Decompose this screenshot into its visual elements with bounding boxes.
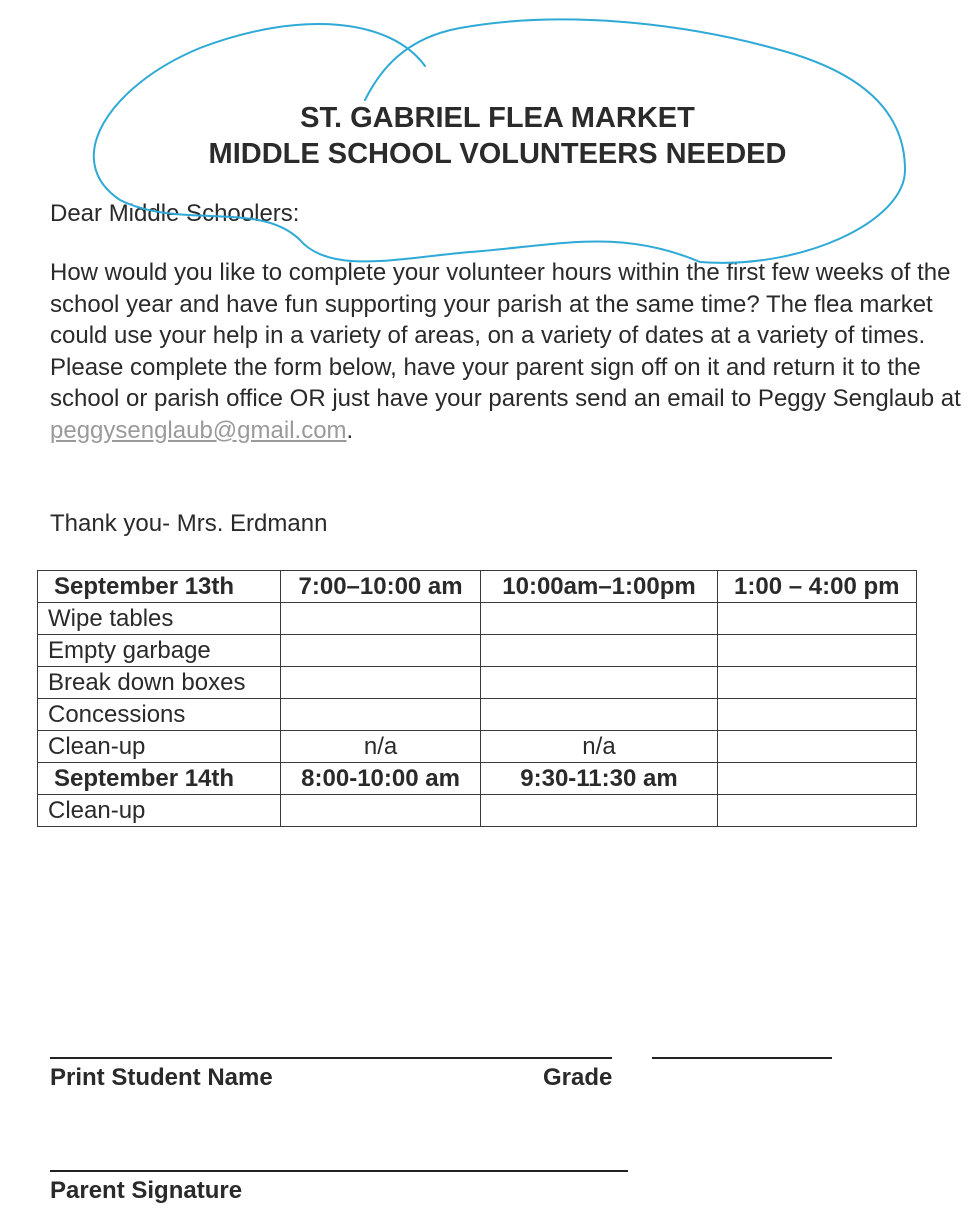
flyer-subtitle: MIDDLE SCHOOL VOLUNTEERS NEEDED — [208, 138, 787, 170]
task-cell: Break down boxes — [38, 667, 281, 699]
signup-cell[interactable] — [717, 795, 916, 827]
table-row — [38, 667, 917, 699]
table-row — [38, 731, 917, 763]
signup-cell[interactable]: n/a — [280, 731, 481, 763]
email-link[interactable]: peggysenglaub@gmail.com — [50, 416, 347, 444]
table-row — [38, 635, 917, 667]
task-cell: Wipe tables — [38, 603, 281, 635]
instructions-paragraph — [50, 352, 965, 447]
grade-label: Grade — [543, 1064, 613, 1091]
greeting: Dear Middle Schoolers: — [50, 200, 300, 227]
signup-cell[interactable] — [481, 603, 717, 635]
parent-signature-line[interactable] — [50, 1170, 628, 1172]
flyer-title: ST. GABRIEL FLEA MARKET — [300, 102, 695, 134]
closing: Thank you- Mrs. Erdmann — [50, 510, 328, 537]
signup-cell[interactable] — [280, 699, 481, 731]
time-slot-header: 7:00–10:00 am — [280, 571, 481, 603]
task-cell: Empty garbage — [38, 635, 281, 667]
signup-cell[interactable] — [481, 795, 717, 827]
signup-cell[interactable] — [717, 635, 916, 667]
intro-paragraph: How would you like to complete your volunteer hours within the first few weeks of the school year and have fun supporting your parish at the same time? The flea market could use your help in a variety of areas, on a variety of dates at a variety of times. — [50, 259, 951, 349]
signup-cell[interactable] — [717, 699, 916, 731]
task-cell: Concessions — [38, 699, 281, 731]
time-slot-header: 9:30-11:30 am — [481, 763, 717, 795]
signup-cell[interactable] — [280, 635, 481, 667]
task-cell: Clean-up — [38, 795, 281, 827]
signup-cell[interactable]: n/a — [481, 731, 717, 763]
task-cell: Clean-up — [38, 731, 281, 763]
signup-cell[interactable] — [280, 795, 481, 827]
signup-cell[interactable] — [717, 603, 916, 635]
time-slot-header: 1:00 – 4:00 pm — [717, 571, 916, 603]
parent-signature-label: Parent Signature — [50, 1177, 243, 1204]
student-name-line[interactable] — [50, 1057, 612, 1059]
volunteer-schedule-table — [37, 570, 917, 827]
signup-cell[interactable] — [717, 731, 916, 763]
signup-cell[interactable] — [481, 667, 717, 699]
grade-line[interactable] — [652, 1057, 832, 1059]
signup-cell[interactable] — [717, 667, 916, 699]
signup-cell[interactable] — [280, 667, 481, 699]
student-name-label: Print Student Name — [50, 1064, 273, 1091]
time-slot-header — [717, 763, 916, 795]
table-row — [38, 603, 917, 635]
time-slot-header: 8:00-10:00 am — [280, 763, 481, 795]
date-cell: September 13th — [38, 571, 281, 603]
table-header-row — [38, 571, 917, 603]
letter-body — [50, 257, 965, 446]
table-row — [38, 699, 917, 731]
instructions-text: Please complete the form below, have your parent sign off on it and return it to the school or parish office OR just have your parents send an email to Peggy Senglaub at — [50, 353, 961, 412]
date-cell: September 14th — [38, 763, 281, 795]
instructions-end: . — [346, 416, 354, 444]
signup-cell[interactable] — [481, 699, 717, 731]
time-slot-header: 10:00am–1:00pm — [481, 571, 717, 603]
signup-cell[interactable] — [481, 635, 717, 667]
table-header-row — [38, 763, 917, 795]
signup-cell[interactable] — [280, 603, 481, 635]
table-row — [38, 795, 917, 827]
